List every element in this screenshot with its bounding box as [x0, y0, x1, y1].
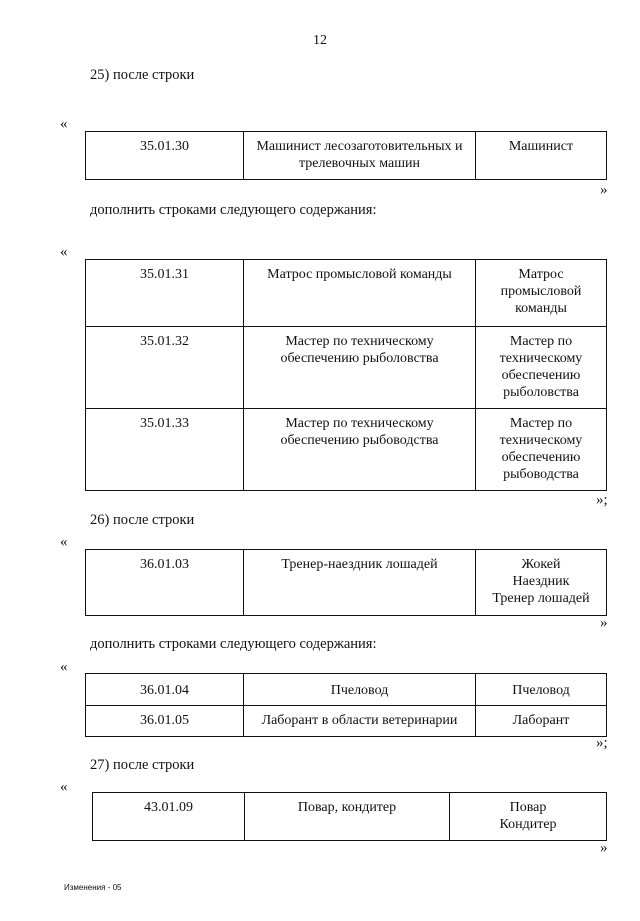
table-row: [86, 550, 607, 616]
table-26-added: [85, 673, 607, 737]
table-row: [86, 260, 607, 327]
open-quote: «: [60, 116, 68, 132]
qualification-line: Наездник: [512, 574, 570, 589]
section-27-label: 27) после строки: [90, 757, 195, 773]
table-row: [86, 132, 607, 180]
table-row: [86, 674, 607, 706]
qualification-line: Жокей: [521, 557, 561, 572]
qualification-cell: [450, 793, 607, 841]
footer-revision: Изменения - 05: [64, 883, 122, 892]
open-quote: «: [60, 534, 68, 550]
qualification-line: Повар: [509, 800, 547, 815]
qualification-cell: Машинист: [476, 132, 607, 180]
close-quote: »;: [596, 735, 608, 751]
code-cell: 43.01.09: [93, 793, 245, 841]
code-cell: 35.01.32: [86, 327, 244, 409]
table-27-original: [92, 792, 607, 841]
profession-cell: Пчеловод: [244, 674, 476, 706]
close-quote: »;: [596, 492, 608, 508]
page-number: 12: [313, 33, 327, 48]
qualification-cell: [476, 550, 607, 616]
table-25-added: [85, 259, 607, 491]
table-row: [93, 793, 607, 841]
qualification-line: Кондитер: [499, 817, 557, 832]
open-quote: «: [60, 659, 68, 675]
table-row: [86, 409, 607, 491]
profession-cell: Мастер по техническому обеспечению рыбоводства: [244, 409, 476, 491]
code-cell: 35.01.31: [86, 260, 244, 327]
table-26-original: [85, 549, 607, 616]
section-26-label: 26) после строки: [90, 512, 195, 528]
add-rows-label: дополнить строками следующего содержания:: [90, 636, 377, 652]
qualification-line: Тренер лошадей: [492, 591, 590, 606]
table-25-original: [85, 131, 607, 180]
open-quote: «: [60, 779, 68, 795]
profession-cell: Повар, кондитер: [245, 793, 450, 841]
code-cell: 36.01.03: [86, 550, 244, 616]
qualification-cell: Матрос промысловой команды: [476, 260, 607, 327]
add-rows-label: дополнить строками следующего содержания:: [90, 202, 377, 218]
close-quote: »: [600, 182, 608, 198]
profession-cell: Машинист лесозаготовительных и трелевочных машин: [244, 132, 476, 180]
profession-cell: Мастер по техническому обеспечению рыболовства: [244, 327, 476, 409]
code-cell: 35.01.33: [86, 409, 244, 491]
qualification-cell: Пчеловод: [476, 674, 607, 706]
code-cell: 36.01.04: [86, 674, 244, 706]
qualification-cell: Мастер по техническому обеспечению рыболовства: [476, 327, 607, 409]
profession-cell: Матрос промысловой команды: [244, 260, 476, 327]
profession-cell: Тренер-наездник лошадей: [244, 550, 476, 616]
table-row: [86, 706, 607, 737]
section-25-label: 25) после строки: [90, 67, 195, 83]
code-cell: 35.01.30: [86, 132, 244, 180]
close-quote: »: [600, 615, 608, 631]
qualification-cell: Мастер по техническому обеспечению рыбоводства: [476, 409, 607, 491]
table-row: [86, 327, 607, 409]
open-quote: «: [60, 244, 68, 260]
qualification-cell: Лаборант: [476, 706, 607, 737]
profession-cell: Лаборант в области ветеринарии: [244, 706, 476, 737]
close-quote: »: [600, 840, 608, 856]
code-cell: 36.01.05: [86, 706, 244, 737]
